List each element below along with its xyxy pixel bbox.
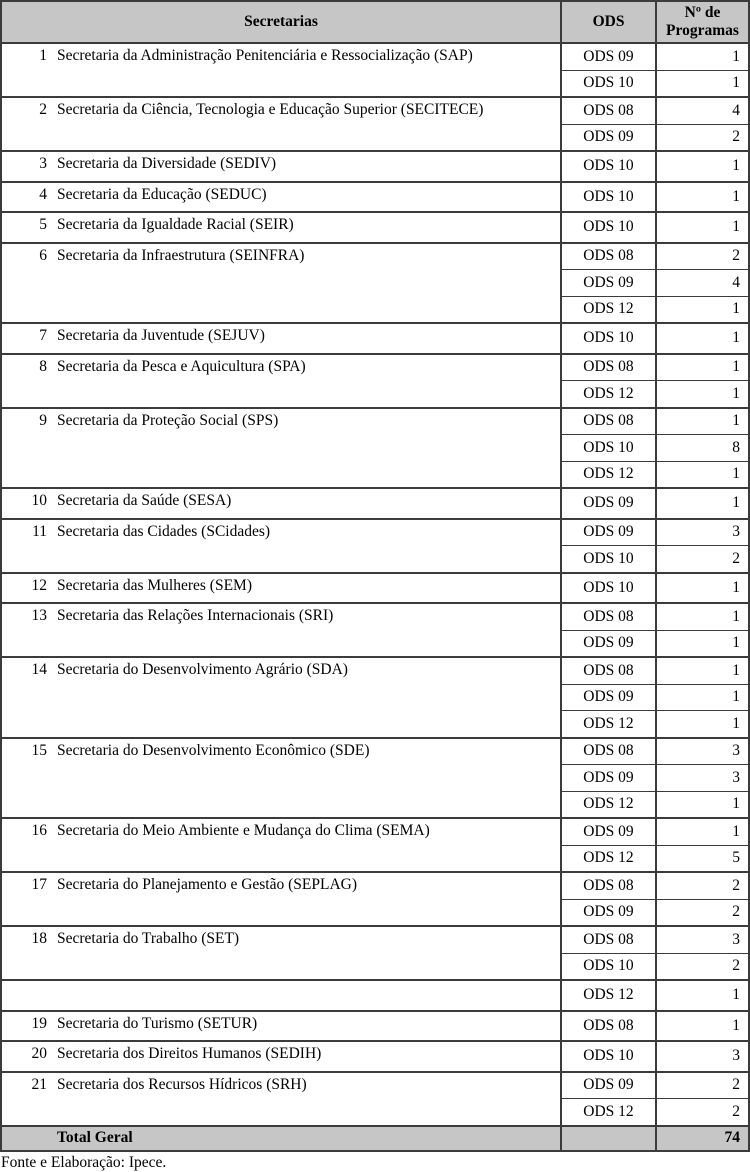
program-count-cell: 1 [656, 296, 749, 323]
secretaria-name: Secretaria das Mulheres (SEM) [57, 576, 252, 594]
secretaria-name: Secretaria da Infraestrutura (SEINFRA) [57, 246, 305, 264]
secretaria-number: 10 [31, 492, 47, 509]
ods-cell: ODS 10 [561, 151, 656, 182]
secretaria-cell [1, 323, 561, 354]
ods-cell: ODS 08 [561, 738, 656, 765]
program-count-cell: 1 [656, 603, 749, 630]
secretaria-cell [1, 926, 561, 980]
secretaria-number: 20 [31, 1045, 47, 1062]
ods-cell: ODS 09 [561, 43, 656, 70]
secretaria-cell [1, 1072, 561, 1126]
secretaria-cell [1, 408, 561, 489]
table-row [1, 926, 749, 953]
program-count-cell: 1 [656, 354, 749, 381]
ods-cell: ODS 08 [561, 657, 656, 684]
ods-cell: ODS 12 [561, 381, 656, 408]
header-programas: Nº de Programas [656, 1, 749, 43]
secretaria-cell [1, 818, 561, 872]
secretaria-cell [1, 212, 561, 243]
program-count-cell: 3 [656, 765, 749, 792]
secretaria-cell [1, 488, 561, 519]
secretaria-name: Secretaria dos Recursos Hídricos (SRH) [57, 1075, 307, 1093]
header-row [1, 1, 749, 43]
secretaria-number: 7 [39, 327, 47, 344]
table-row [1, 243, 749, 270]
ods-cell: ODS 09 [561, 818, 656, 845]
secretaria-number: 5 [39, 216, 47, 233]
table-row [1, 212, 749, 243]
ods-cell: ODS 12 [561, 461, 656, 488]
program-count-cell: 2 [656, 124, 749, 151]
header-secretarias: Secretarias [1, 1, 561, 43]
program-count-cell: 1 [656, 818, 749, 845]
total-empty-cell [561, 1126, 656, 1151]
secretaria-name: Secretaria da Ciência, Tecnologia e Educação Superior (SECITECE) [57, 101, 484, 118]
ods-cell: ODS 12 [561, 845, 656, 872]
ods-cell: ODS 10 [561, 323, 656, 354]
program-count-cell: 4 [656, 97, 749, 124]
table-row [1, 980, 749, 1011]
program-count-cell: 1 [656, 488, 749, 519]
ods-cell: ODS 12 [561, 1099, 656, 1126]
secretaria-number: 8 [39, 357, 47, 375]
table-row [1, 519, 749, 546]
ods-cell: ODS 10 [561, 435, 656, 462]
ods-cell: ODS 08 [561, 97, 656, 124]
program-count-cell: 5 [656, 845, 749, 872]
secretaria-number: 17 [31, 876, 47, 893]
secretaria-number: 19 [31, 1014, 47, 1032]
ods-cell: ODS 09 [561, 488, 656, 519]
program-count-cell: 1 [656, 461, 749, 488]
program-count-cell: 4 [656, 270, 749, 297]
secretaria-name: Secretaria do Trabalho (SET) [57, 930, 240, 947]
secretaria-cell [1, 43, 561, 97]
secretaria-number: 11 [32, 522, 47, 540]
ods-cell: ODS 09 [561, 270, 656, 297]
table-row [1, 151, 749, 182]
ods-cell: ODS 09 [561, 1072, 656, 1099]
program-count-cell: 1 [656, 1011, 749, 1042]
ods-cell: ODS 10 [561, 70, 656, 97]
ods-cell: ODS 09 [561, 899, 656, 926]
table-row [1, 872, 749, 899]
secretaria-cell [1, 573, 561, 604]
secretaria-number: 13 [31, 607, 47, 624]
ods-cell: ODS 10 [561, 573, 656, 604]
secretaria-number: 2 [39, 101, 47, 118]
table-row [1, 738, 749, 765]
program-count-cell: 1 [656, 791, 749, 818]
table-row [1, 408, 749, 435]
secretaria-name: Secretaria da Igualdade Racial (SEIR) [57, 216, 294, 233]
ods-cell: ODS 12 [561, 711, 656, 738]
secretaria-name: Secretaria da Proteção Social (SPS) [57, 411, 279, 429]
secretaria-cell [1, 872, 561, 926]
secretaria-name: Secretaria do Meio Ambiente e Mudança do Clima (SEMA) [57, 822, 430, 839]
program-count-cell: 1 [656, 151, 749, 182]
ods-cell: ODS 12 [561, 791, 656, 818]
program-count-cell: 1 [656, 657, 749, 684]
secretaria-number: 16 [31, 822, 47, 839]
ods-cell: ODS 09 [561, 684, 656, 711]
total-row [1, 1126, 749, 1151]
ods-cell: ODS 10 [561, 212, 656, 243]
program-count-cell: 3 [656, 519, 749, 546]
ods-cell: ODS 10 [561, 182, 656, 213]
program-count-cell: 2 [656, 899, 749, 926]
program-count-cell: 1 [656, 43, 749, 70]
table-row [1, 323, 749, 354]
program-count-cell: 2 [656, 243, 749, 270]
ods-cell: ODS 08 [561, 408, 656, 435]
table-row [1, 488, 749, 519]
secretaria-number: 12 [31, 576, 47, 594]
secretaria-name: Secretaria da Pesca e Aquicultura (SPA) [57, 357, 306, 375]
program-count-cell: 1 [656, 573, 749, 604]
secretaria-name: Secretaria do Desenvolvimento Agrário (SDA) [57, 661, 348, 678]
ods-cell: ODS 09 [561, 124, 656, 151]
program-count-cell: 1 [656, 408, 749, 435]
program-count-cell: 2 [656, 872, 749, 899]
program-count-cell: 1 [656, 684, 749, 711]
header-ods: ODS [561, 1, 656, 43]
program-count-cell: 3 [656, 926, 749, 953]
ods-cell: ODS 08 [561, 603, 656, 630]
program-count-cell: 8 [656, 435, 749, 462]
table-row [1, 603, 749, 630]
ods-cell: ODS 08 [561, 354, 656, 381]
ods-cell: ODS 08 [561, 926, 656, 953]
program-count-cell: 2 [656, 953, 749, 980]
table-row [1, 1011, 749, 1042]
secretaria-cell [1, 243, 561, 324]
ods-cell: ODS 09 [561, 765, 656, 792]
table-row [1, 657, 749, 684]
ods-cell: ODS 12 [561, 296, 656, 323]
secretaria-name: Secretaria da Saúde (SESA) [57, 492, 232, 509]
table-row [1, 354, 749, 381]
table-row [1, 573, 749, 604]
secretaria-number: 18 [31, 930, 47, 947]
secretaria-number: 21 [31, 1075, 47, 1093]
program-count-cell: 2 [656, 1099, 749, 1126]
secretaria-number: 3 [39, 155, 47, 172]
secretaria-cell [1, 151, 561, 182]
total-value: 74 [656, 1126, 749, 1151]
program-count-cell: 3 [656, 738, 749, 765]
secretaria-cell [1, 519, 561, 573]
secretaria-name: Secretaria das Relações Internacionais (SRI) [57, 607, 334, 624]
ods-cell: ODS 10 [561, 546, 656, 573]
secretaria-name: Secretaria da Juventude (SEJUV) [57, 327, 265, 344]
secretaria-cell [1, 1041, 561, 1072]
secretaria-name: Secretaria da Educação (SEDUC) [57, 185, 267, 203]
program-count-cell: 1 [656, 212, 749, 243]
secretaria-cell [1, 603, 561, 657]
program-count-cell: 3 [656, 1041, 749, 1072]
secretaria-number: 1 [39, 47, 47, 64]
table-row [1, 182, 749, 213]
program-count-cell: 1 [656, 323, 749, 354]
secretaria-cell [1, 354, 561, 408]
program-count-cell: 1 [656, 630, 749, 657]
secretaria-name: Secretaria da Diversidade (SEDIV) [57, 155, 277, 172]
secretaria-number: 9 [39, 411, 47, 429]
program-count-cell: 1 [656, 70, 749, 97]
secretaria-cell [1, 97, 561, 151]
table-row [1, 1041, 749, 1072]
table-row [1, 43, 749, 70]
secretaria-number: 6 [39, 246, 47, 264]
program-count-cell: 2 [656, 1072, 749, 1099]
ods-cell: ODS 10 [561, 1041, 656, 1072]
secretaria-name: Secretaria do Turismo (SETUR) [57, 1014, 258, 1032]
secretaria-cell [1, 738, 561, 819]
program-count-cell: 1 [656, 182, 749, 213]
ods-cell: ODS 08 [561, 1011, 656, 1042]
source-note: Fonte e Elaboração: Ipece. [1, 1153, 167, 1171]
ods-cell: ODS 12 [561, 980, 656, 1011]
secretaria-number: 14 [31, 661, 47, 678]
ods-cell: ODS 08 [561, 243, 656, 270]
secretaria-name: Secretaria da Administração Penitenciária e Ressocialização (SAP) [57, 47, 473, 64]
ods-cell: ODS 09 [561, 519, 656, 546]
program-count-cell: 1 [656, 381, 749, 408]
program-count-cell: 1 [656, 711, 749, 738]
program-count-cell: 1 [656, 980, 749, 1011]
ods-cell: ODS 08 [561, 872, 656, 899]
secretaria-cell [1, 980, 561, 1011]
program-count-cell: 2 [656, 546, 749, 573]
secretaria-cell [1, 657, 561, 738]
secretaria-number: 15 [31, 741, 47, 759]
total-label: Total Geral [1, 1126, 561, 1151]
secretaria-name: Secretaria do Desenvolvimento Econômico (SDE) [57, 741, 370, 759]
table-row [1, 97, 749, 124]
secretaria-cell [1, 182, 561, 213]
secretaria-name: Secretaria do Planejamento e Gestão (SEPLAG) [57, 876, 358, 893]
secretaria-cell [1, 1011, 561, 1042]
secretaria-name: Secretaria dos Direitos Humanos (SEDIH) [57, 1045, 322, 1062]
secretaria-name: Secretaria das Cidades (SCidades) [57, 522, 271, 540]
table-body [1, 43, 749, 1126]
secretaria-number: 4 [39, 185, 47, 203]
ods-cell: ODS 10 [561, 953, 656, 980]
table-row [1, 1072, 749, 1099]
ods-cell: ODS 09 [561, 630, 656, 657]
table-row [1, 818, 749, 845]
